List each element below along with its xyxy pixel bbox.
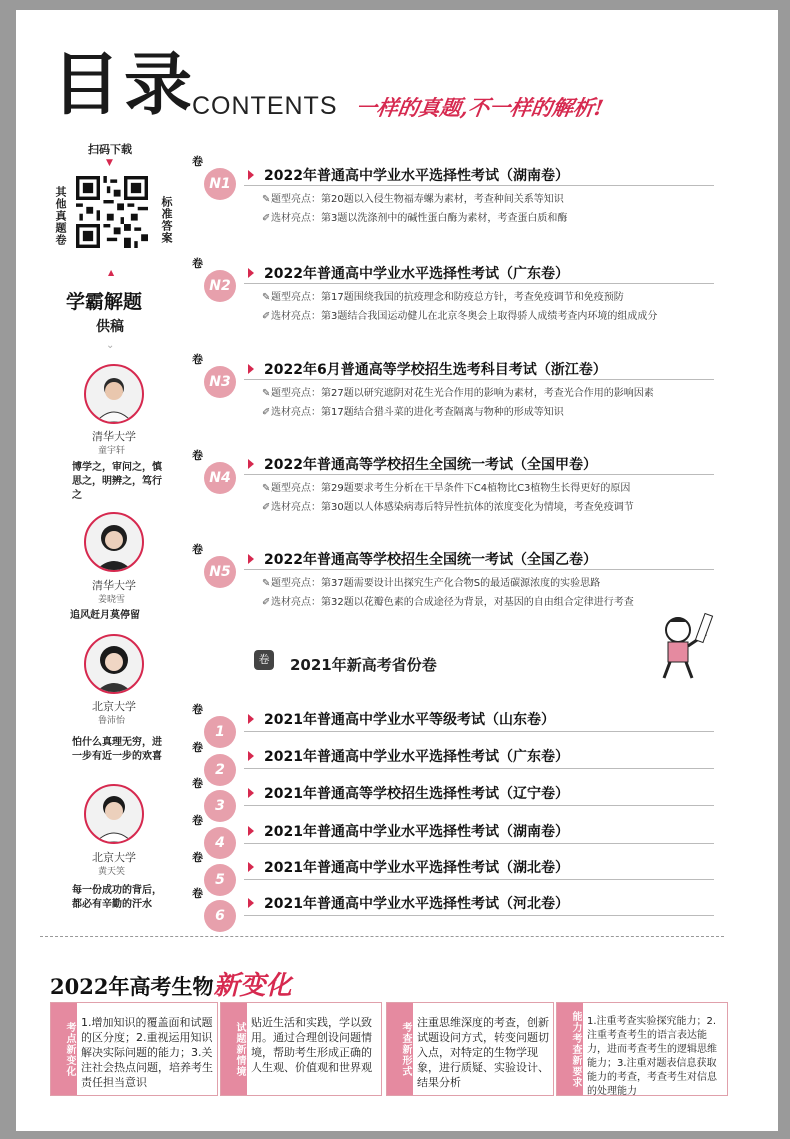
triangle-icon <box>248 364 254 374</box>
triangle-icon <box>248 898 254 908</box>
card-text: 1.增加知识的覆盖面和试题的区分度；2.重视运用知识解决实际问题的能力；3.关注社会热点问题，培养考生责任担当意识 <box>81 1016 213 1089</box>
divider <box>244 283 714 284</box>
exam-badge: 卷 N3 <box>204 366 236 398</box>
scan-download-label: 扫码下载 <box>88 143 132 156</box>
divider <box>244 379 714 380</box>
triangle-icon <box>248 826 254 836</box>
card-tag: 考点新变化 <box>51 1003 77 1095</box>
card-text: 贴近生活和实践，学以致用。通过合理创设问题情境，帮助考生形成正确的人生观、价值观和世界观 <box>251 1016 372 1074</box>
exam-title[interactable]: 2022年普通高中学业水平选择性考试（广东卷） <box>264 266 569 282</box>
university-label: 清华大学 <box>92 579 136 592</box>
change-card <box>50 1002 218 1096</box>
pencil-icon: ✐ <box>262 407 271 418</box>
divider <box>244 474 714 475</box>
triangle-icon <box>248 751 254 761</box>
divider <box>244 731 714 732</box>
exam-title[interactable]: 2021年普通高中学业水平选择性考试（湖南卷） <box>264 824 569 840</box>
exam-badge: 卷 4 <box>204 827 236 859</box>
other-papers-label: 其他真题卷 <box>54 186 67 246</box>
triangle-icon <box>248 862 254 872</box>
exam-title[interactable]: 2021年普通高中学业水平选择性考试（河北卷） <box>264 896 569 912</box>
highlight-material: ✐选材亮点：第3题以洗涤剂中的碱性蛋白酶为素材，考查蛋白质和酶 <box>262 213 568 224</box>
triangle-icon <box>248 714 254 724</box>
triangle-icon <box>248 268 254 278</box>
highlight-material: ✐选材亮点：第32题以花瓣色素的合成途径为背景，对基因的自由组合定律进行考查 <box>262 597 634 608</box>
person-quote: 追风赶月莫停留 <box>70 610 140 621</box>
exam-badge: 卷 2 <box>204 754 236 786</box>
highlight-type: ✎题型亮点：第17题围绕我国的抗疫理念和防疫总方针，考查免疫调节和免疫预防 <box>262 292 624 303</box>
section-2021-title: 2021年新高考省份卷 <box>290 656 437 674</box>
exam-title[interactable]: 2022年普通高中学业水平选择性考试（湖南卷） <box>264 168 569 184</box>
exam-badge: 卷 N5 <box>204 556 236 588</box>
divider <box>244 843 714 844</box>
person-name: 姜晓雪 <box>98 595 126 605</box>
change-card <box>220 1002 382 1096</box>
exam-badge: 卷 6 <box>204 900 236 932</box>
chevron-down-icon: ⌄ <box>106 340 115 351</box>
card-text: 1.注重考查实验探究能力；2.注重考查考生的语言表达能力，进而考查考生的逻辑思维能力；3.注重对题表信息获取能力的考查，考查考生对信息的处理能力 <box>587 1016 717 1097</box>
bottom-title: 2022年高考生物新变化 <box>50 971 292 1001</box>
person-name: 黄天笑 <box>98 867 126 877</box>
book-icon: 卷 <box>254 650 274 670</box>
highlight-type: ✎题型亮点：第37题需要设计出探究生产化合物S的最适碳源浓度的实验思路 <box>262 578 601 589</box>
highlight-type: ✎题型亮点：第29题要求考生分析在干旱条件下C4植物比C3植物生长得更好的原因 <box>262 483 631 494</box>
person-quote: 怕什么真理无穷，进一步有近一步的欢喜 <box>72 737 162 762</box>
exam-title[interactable]: 2021年普通高中学业水平选择性考试（湖北卷） <box>264 860 569 876</box>
card-text: 注重思维深度的考查，创新试题设问方式，转变问题切入点，对特定的生物学现象，进行质疑、实验设计、结果分析 <box>417 1016 549 1089</box>
page-title: 目录 <box>52 46 197 125</box>
standard-answers-label: 标准答案 <box>160 196 173 244</box>
university-label: 北京大学 <box>92 700 136 713</box>
avatar <box>84 512 144 572</box>
note-icon: ✎ <box>262 388 271 399</box>
exam-title[interactable]: 2022年普通高等学校招生全国统一考试（全国甲卷） <box>264 457 597 473</box>
triangle-icon <box>248 459 254 469</box>
change-card <box>386 1002 554 1096</box>
note-icon: ✎ <box>262 578 271 589</box>
triangle-icon <box>248 170 254 180</box>
highlight-type: ✎题型亮点：第27题以研究遮阴对花生光合作用的影响为素材，考查光合作用的影响因素 <box>262 388 654 399</box>
qr-code[interactable] <box>76 176 148 248</box>
person-name: 鲁沛怡 <box>98 716 126 726</box>
divider <box>244 768 714 769</box>
exam-badge: 卷 3 <box>204 790 236 822</box>
change-card <box>556 1002 728 1096</box>
university-label: 北京大学 <box>92 851 136 864</box>
exam-title[interactable]: 2021年普通高中学业水平等级考试（山东卷） <box>264 712 555 728</box>
note-icon: ✎ <box>262 292 271 303</box>
slogan: 一样的真题,不一样的解析! <box>354 95 606 120</box>
card-tag: 考查新形式 <box>387 1003 413 1095</box>
person-quote: 每一份成功的背后，都必有辛勤的汗水 <box>72 885 162 910</box>
divider <box>244 915 714 916</box>
arrow-up-icon: ▲ <box>108 268 115 277</box>
highlight-material: ✐选材亮点：第17题结合猎斗菜的进化考查隔离与物种的形成等知识 <box>262 407 564 418</box>
exam-badge: 卷 N2 <box>204 270 236 302</box>
exam-title[interactable]: 2021年普通高等学校招生选择性考试（辽宁卷） <box>264 786 569 802</box>
divider <box>244 879 714 880</box>
person-name: 童宇轩 <box>98 446 126 456</box>
avatar <box>84 784 144 844</box>
card-tag: 试题新情境 <box>221 1003 247 1095</box>
person-quote: 博学之，审问之，慎思之，明辨之，笃行之 <box>72 462 162 501</box>
university-label: 清华大学 <box>92 430 136 443</box>
pencil-icon: ✐ <box>262 311 271 322</box>
avatar <box>84 364 144 424</box>
card-tag: 能力考查新要求 <box>557 1003 583 1095</box>
divider <box>244 185 714 186</box>
exam-badge: 卷 1 <box>204 716 236 748</box>
avatar <box>84 634 144 694</box>
exam-badge: 卷 N1 <box>204 168 236 200</box>
triangle-icon <box>248 788 254 798</box>
arrow-down-icon: ▼ <box>106 158 113 168</box>
highlight-material: ✐选材亮点：第3题结合我国运动健儿在北京冬奥会上取得骄人成绩考查内环境的组成成分 <box>262 311 658 322</box>
contribution-label: 供稿 <box>96 319 124 335</box>
divider <box>244 569 714 570</box>
exam-title[interactable]: 2022年6月普通高等学校招生选考科目考试（浙江卷） <box>264 362 607 378</box>
note-icon: ✎ <box>262 194 271 205</box>
highlight-material: ✐选材亮点：第30题以人体感染病毒后特异性抗体的浓度变化为情境，考查免疫调节 <box>262 502 634 513</box>
exam-title[interactable]: 2021年普通高中学业水平选择性考试（广东卷） <box>264 749 569 765</box>
xueba-heading: 学霸解题 <box>66 291 143 313</box>
pencil-icon: ✐ <box>262 213 271 224</box>
exam-badge: 卷 N4 <box>204 462 236 494</box>
note-icon: ✎ <box>262 483 271 494</box>
exam-badge: 卷 5 <box>204 864 236 896</box>
exam-title[interactable]: 2022年普通高等学校招生全国统一考试（全国乙卷） <box>264 552 597 568</box>
pencil-icon: ✐ <box>262 502 271 513</box>
student-cartoon <box>640 604 720 684</box>
section-divider <box>40 936 724 937</box>
contents-label: CONTENTS <box>192 92 338 120</box>
highlight-type: ✎题型亮点：第20题以入侵生物福寿螺为素材，考查种间关系等知识 <box>262 194 564 205</box>
triangle-icon <box>248 554 254 564</box>
divider <box>244 805 714 806</box>
pencil-icon: ✐ <box>262 597 271 608</box>
